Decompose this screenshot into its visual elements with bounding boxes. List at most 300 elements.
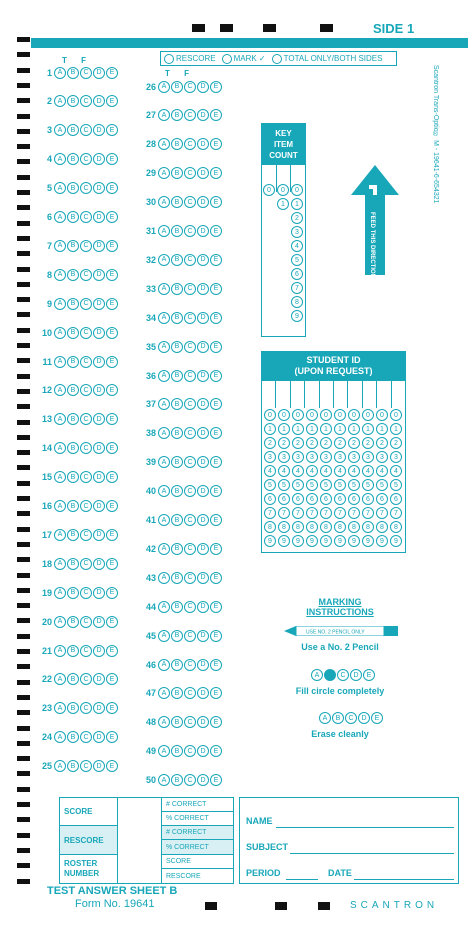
answer-bubble-c[interactable]: C bbox=[80, 471, 92, 483]
answer-bubble-d[interactable]: D bbox=[93, 211, 105, 223]
student-id-bubble[interactable]: 7 bbox=[292, 507, 304, 519]
student-id-bubble[interactable]: 9 bbox=[362, 535, 374, 547]
answer-bubble-c[interactable]: C bbox=[184, 167, 196, 179]
student-id-bubble[interactable]: 3 bbox=[390, 451, 402, 463]
answer-bubble-a[interactable]: A bbox=[158, 543, 170, 555]
student-id-bubble[interactable]: 1 bbox=[278, 423, 290, 435]
student-id-bubble[interactable]: 3 bbox=[292, 451, 304, 463]
student-id-bubble[interactable]: 9 bbox=[306, 535, 318, 547]
answer-bubble-d[interactable]: D bbox=[93, 356, 105, 368]
answer-bubble-d[interactable]: D bbox=[197, 745, 209, 757]
student-id-bubble[interactable]: 2 bbox=[376, 437, 388, 449]
answer-bubble-c[interactable]: C bbox=[184, 485, 196, 497]
answer-bubble-d[interactable]: D bbox=[93, 558, 105, 570]
answer-bubble-e[interactable]: E bbox=[210, 81, 222, 93]
answer-bubble-e[interactable]: E bbox=[106, 673, 118, 685]
answer-bubble-c[interactable]: C bbox=[184, 745, 196, 757]
answer-bubble-c[interactable]: C bbox=[80, 673, 92, 685]
student-id-bubble[interactable]: 1 bbox=[376, 423, 388, 435]
answer-bubble-c[interactable]: C bbox=[184, 456, 196, 468]
answer-bubble-a[interactable]: A bbox=[54, 587, 66, 599]
answer-bubble-a[interactable]: A bbox=[158, 196, 170, 208]
student-id-bubble[interactable]: 7 bbox=[362, 507, 374, 519]
answer-bubble-c[interactable]: C bbox=[184, 398, 196, 410]
key-count-bubble[interactable]: 2 bbox=[291, 212, 303, 224]
answer-bubble-b[interactable]: B bbox=[67, 500, 79, 512]
answer-bubble-c[interactable]: C bbox=[184, 341, 196, 353]
answer-bubble-a[interactable]: A bbox=[54, 529, 66, 541]
student-id-bubble[interactable]: 0 bbox=[264, 409, 276, 421]
answer-bubble-a[interactable]: A bbox=[54, 153, 66, 165]
answer-bubble-c[interactable]: C bbox=[80, 327, 92, 339]
student-id-bubble[interactable]: 5 bbox=[292, 479, 304, 491]
answer-bubble-d[interactable]: D bbox=[93, 413, 105, 425]
student-id-bubble[interactable]: 0 bbox=[362, 409, 374, 421]
student-id-bubble[interactable]: 9 bbox=[348, 535, 360, 547]
answer-bubble-d[interactable]: D bbox=[93, 673, 105, 685]
answer-bubble-e[interactable]: E bbox=[106, 269, 118, 281]
answer-bubble-a[interactable]: A bbox=[158, 630, 170, 642]
answer-bubble-e[interactable]: E bbox=[210, 601, 222, 613]
answer-bubble-b[interactable]: B bbox=[171, 514, 183, 526]
answer-bubble-e[interactable]: E bbox=[106, 442, 118, 454]
answer-bubble-b[interactable]: B bbox=[67, 124, 79, 136]
answer-bubble-d[interactable]: D bbox=[197, 514, 209, 526]
answer-bubble-d[interactable]: D bbox=[197, 572, 209, 584]
answer-bubble-a[interactable]: A bbox=[158, 370, 170, 382]
answer-bubble-a[interactable]: A bbox=[54, 356, 66, 368]
date-field[interactable] bbox=[354, 879, 454, 880]
key-count-bubble[interactable]: 3 bbox=[291, 226, 303, 238]
student-id-bubble[interactable]: 9 bbox=[264, 535, 276, 547]
key-count-bubble[interactable]: 9 bbox=[291, 310, 303, 322]
student-id-bubble[interactable]: 7 bbox=[278, 507, 290, 519]
key-count-bubble[interactable]: 8 bbox=[291, 296, 303, 308]
answer-bubble-e[interactable]: E bbox=[106, 500, 118, 512]
student-id-bubble[interactable]: 6 bbox=[390, 493, 402, 505]
answer-bubble-b[interactable]: B bbox=[171, 81, 183, 93]
key-count-bubble[interactable]: 4 bbox=[291, 240, 303, 252]
answer-bubble-a[interactable]: A bbox=[158, 687, 170, 699]
student-id-bubble[interactable]: 3 bbox=[348, 451, 360, 463]
answer-bubble-d[interactable]: D bbox=[197, 109, 209, 121]
student-id-write-cell[interactable] bbox=[377, 381, 391, 408]
student-id-bubble[interactable]: 5 bbox=[278, 479, 290, 491]
answer-bubble-a[interactable]: A bbox=[54, 558, 66, 570]
answer-bubble-a[interactable]: A bbox=[158, 81, 170, 93]
student-id-write-cell[interactable] bbox=[392, 381, 405, 408]
answer-bubble-d[interactable]: D bbox=[93, 124, 105, 136]
answer-bubble-e[interactable]: E bbox=[210, 398, 222, 410]
answer-bubble-d[interactable]: D bbox=[197, 138, 209, 150]
answer-bubble-e[interactable]: E bbox=[210, 774, 222, 786]
answer-bubble-a[interactable]: A bbox=[54, 182, 66, 194]
answer-bubble-b[interactable]: B bbox=[67, 182, 79, 194]
student-id-bubble[interactable]: 1 bbox=[264, 423, 276, 435]
answer-bubble-d[interactable]: D bbox=[93, 702, 105, 714]
answer-bubble-d[interactable]: D bbox=[197, 456, 209, 468]
answer-bubble-c[interactable]: C bbox=[80, 182, 92, 194]
answer-bubble-d[interactable]: D bbox=[93, 269, 105, 281]
answer-bubble-a[interactable]: A bbox=[54, 702, 66, 714]
student-id-bubble[interactable]: 5 bbox=[264, 479, 276, 491]
student-id-bubble[interactable]: 2 bbox=[306, 437, 318, 449]
answer-bubble-d[interactable]: D bbox=[197, 774, 209, 786]
answer-bubble-b[interactable]: B bbox=[67, 327, 79, 339]
answer-bubble-d[interactable]: D bbox=[197, 370, 209, 382]
answer-bubble-a[interactable]: A bbox=[54, 731, 66, 743]
answer-bubble-a[interactable]: A bbox=[158, 254, 170, 266]
answer-bubble-e[interactable]: E bbox=[210, 109, 222, 121]
answer-bubble-a[interactable]: A bbox=[54, 413, 66, 425]
student-id-bubble[interactable]: 1 bbox=[334, 423, 346, 435]
answer-bubble-c[interactable]: C bbox=[80, 269, 92, 281]
answer-bubble-a[interactable]: A bbox=[54, 616, 66, 628]
student-id-bubble[interactable]: 7 bbox=[390, 507, 402, 519]
subject-field[interactable] bbox=[290, 853, 454, 854]
answer-bubble-b[interactable]: B bbox=[171, 341, 183, 353]
answer-bubble-b[interactable]: B bbox=[171, 601, 183, 613]
answer-bubble-c[interactable]: C bbox=[80, 153, 92, 165]
student-id-bubble[interactable]: 7 bbox=[306, 507, 318, 519]
answer-bubble-e[interactable]: E bbox=[106, 211, 118, 223]
student-id-bubble[interactable]: 9 bbox=[292, 535, 304, 547]
student-id-bubble[interactable]: 3 bbox=[376, 451, 388, 463]
answer-bubble-e[interactable]: E bbox=[106, 529, 118, 541]
answer-bubble-a[interactable]: A bbox=[54, 760, 66, 772]
answer-bubble-b[interactable]: B bbox=[67, 269, 79, 281]
answer-bubble-b[interactable]: B bbox=[171, 456, 183, 468]
student-id-bubble[interactable]: 8 bbox=[334, 521, 346, 533]
answer-bubble-b[interactable]: B bbox=[67, 558, 79, 570]
answer-bubble-d[interactable]: D bbox=[93, 182, 105, 194]
answer-bubble-d[interactable]: D bbox=[197, 601, 209, 613]
answer-bubble-b[interactable]: B bbox=[67, 760, 79, 772]
answer-bubble-d[interactable]: D bbox=[197, 659, 209, 671]
student-id-bubble[interactable]: 8 bbox=[278, 521, 290, 533]
answer-bubble-c[interactable]: C bbox=[80, 442, 92, 454]
answer-bubble-c[interactable]: C bbox=[80, 384, 92, 396]
student-id-bubble[interactable]: 0 bbox=[348, 409, 360, 421]
student-id-bubble[interactable]: 2 bbox=[320, 437, 332, 449]
student-id-bubble[interactable]: 9 bbox=[390, 535, 402, 547]
total-option[interactable]: TOTAL ONLY/BOTH SIDES bbox=[272, 54, 383, 64]
answer-bubble-a[interactable]: A bbox=[158, 138, 170, 150]
student-id-bubble[interactable]: 5 bbox=[348, 479, 360, 491]
student-id-bubble[interactable]: 7 bbox=[334, 507, 346, 519]
answer-bubble-a[interactable]: A bbox=[158, 485, 170, 497]
answer-bubble-a[interactable]: A bbox=[158, 514, 170, 526]
answer-bubble-a[interactable]: A bbox=[54, 673, 66, 685]
key-count-bubble[interactable]: 1 bbox=[277, 198, 289, 210]
answer-bubble-c[interactable]: C bbox=[184, 716, 196, 728]
answer-bubble-e[interactable]: E bbox=[106, 356, 118, 368]
student-id-bubble[interactable]: 8 bbox=[320, 521, 332, 533]
student-id-bubble[interactable]: 3 bbox=[362, 451, 374, 463]
student-id-bubble[interactable]: 6 bbox=[264, 493, 276, 505]
answer-bubble-a[interactable]: A bbox=[158, 398, 170, 410]
answer-bubble-c[interactable]: C bbox=[184, 254, 196, 266]
key-count-bubble[interactable]: 6 bbox=[291, 268, 303, 280]
answer-bubble-b[interactable]: B bbox=[67, 731, 79, 743]
student-id-bubble[interactable]: 8 bbox=[390, 521, 402, 533]
answer-bubble-d[interactable]: D bbox=[93, 384, 105, 396]
student-id-bubble[interactable]: 4 bbox=[278, 465, 290, 477]
answer-bubble-d[interactable]: D bbox=[197, 225, 209, 237]
student-id-bubble[interactable]: 5 bbox=[306, 479, 318, 491]
student-id-bubble[interactable]: 5 bbox=[390, 479, 402, 491]
answer-bubble-a[interactable]: A bbox=[158, 456, 170, 468]
answer-bubble-c[interactable]: C bbox=[184, 514, 196, 526]
answer-bubble-d[interactable]: D bbox=[197, 630, 209, 642]
period-field[interactable] bbox=[286, 879, 318, 880]
student-id-bubble[interactable]: 0 bbox=[376, 409, 388, 421]
answer-bubble-b[interactable]: B bbox=[171, 687, 183, 699]
answer-bubble-d[interactable]: D bbox=[197, 283, 209, 295]
answer-bubble-d[interactable]: D bbox=[93, 67, 105, 79]
answer-bubble-e[interactable]: E bbox=[210, 687, 222, 699]
answer-bubble-e[interactable]: E bbox=[106, 384, 118, 396]
student-id-write-cell[interactable] bbox=[363, 381, 377, 408]
student-id-bubble[interactable]: 8 bbox=[292, 521, 304, 533]
answer-bubble-a[interactable]: A bbox=[158, 167, 170, 179]
answer-bubble-e[interactable]: E bbox=[210, 716, 222, 728]
answer-bubble-d[interactable]: D bbox=[197, 312, 209, 324]
answer-bubble-e[interactable]: E bbox=[106, 327, 118, 339]
key-count-bubble[interactable]: 1 bbox=[291, 198, 303, 210]
answer-bubble-b[interactable]: B bbox=[67, 95, 79, 107]
student-id-bubble[interactable]: 6 bbox=[306, 493, 318, 505]
answer-bubble-c[interactable]: C bbox=[184, 659, 196, 671]
student-id-bubble[interactable]: 6 bbox=[362, 493, 374, 505]
student-id-bubble[interactable]: 5 bbox=[320, 479, 332, 491]
answer-bubble-d[interactable]: D bbox=[93, 500, 105, 512]
answer-bubble-c[interactable]: C bbox=[184, 312, 196, 324]
answer-bubble-a[interactable]: A bbox=[158, 109, 170, 121]
answer-bubble-c[interactable]: C bbox=[80, 702, 92, 714]
answer-bubble-c[interactable]: C bbox=[80, 731, 92, 743]
answer-bubble-a[interactable]: A bbox=[54, 327, 66, 339]
answer-bubble-a[interactable]: A bbox=[54, 240, 66, 252]
answer-bubble-c[interactable]: C bbox=[184, 225, 196, 237]
student-id-bubble[interactable]: 1 bbox=[292, 423, 304, 435]
answer-bubble-c[interactable]: C bbox=[80, 211, 92, 223]
answer-bubble-b[interactable]: B bbox=[67, 529, 79, 541]
answer-bubble-e[interactable]: E bbox=[210, 572, 222, 584]
answer-bubble-c[interactable]: C bbox=[184, 427, 196, 439]
answer-bubble-c[interactable]: C bbox=[184, 687, 196, 699]
student-id-bubble[interactable]: 9 bbox=[320, 535, 332, 547]
answer-bubble-e[interactable]: E bbox=[106, 182, 118, 194]
answer-bubble-c[interactable]: C bbox=[80, 500, 92, 512]
key-count-bubble[interactable]: 0 bbox=[263, 184, 275, 196]
answer-bubble-b[interactable]: B bbox=[67, 587, 79, 599]
answer-bubble-b[interactable]: B bbox=[67, 471, 79, 483]
student-id-bubble[interactable]: 2 bbox=[264, 437, 276, 449]
answer-bubble-c[interactable]: C bbox=[80, 587, 92, 599]
answer-bubble-d[interactable]: D bbox=[197, 398, 209, 410]
answer-bubble-d[interactable]: D bbox=[197, 196, 209, 208]
answer-bubble-d[interactable]: D bbox=[93, 471, 105, 483]
answer-bubble-a[interactable]: A bbox=[54, 67, 66, 79]
answer-bubble-b[interactable]: B bbox=[67, 413, 79, 425]
student-id-bubble[interactable]: 4 bbox=[348, 465, 360, 477]
student-id-bubble[interactable]: 6 bbox=[348, 493, 360, 505]
answer-bubble-c[interactable]: C bbox=[80, 529, 92, 541]
student-id-bubble[interactable]: 6 bbox=[334, 493, 346, 505]
student-id-bubble[interactable]: 6 bbox=[278, 493, 290, 505]
student-id-bubble[interactable]: 3 bbox=[306, 451, 318, 463]
student-id-write-cell[interactable] bbox=[334, 381, 348, 408]
answer-bubble-d[interactable]: D bbox=[197, 687, 209, 699]
student-id-bubble[interactable]: 7 bbox=[348, 507, 360, 519]
answer-bubble-e[interactable]: E bbox=[106, 645, 118, 657]
answer-bubble-b[interactable]: B bbox=[67, 384, 79, 396]
student-id-bubble[interactable]: 7 bbox=[376, 507, 388, 519]
student-id-bubble[interactable]: 2 bbox=[292, 437, 304, 449]
answer-bubble-b[interactable]: B bbox=[171, 774, 183, 786]
answer-bubble-e[interactable]: E bbox=[210, 370, 222, 382]
student-id-bubble[interactable]: 2 bbox=[278, 437, 290, 449]
answer-bubble-b[interactable]: B bbox=[171, 427, 183, 439]
student-id-bubble[interactable]: 9 bbox=[376, 535, 388, 547]
answer-bubble-a[interactable]: A bbox=[158, 341, 170, 353]
answer-bubble-c[interactable]: C bbox=[184, 572, 196, 584]
student-id-bubble[interactable]: 6 bbox=[320, 493, 332, 505]
answer-bubble-e[interactable]: E bbox=[210, 196, 222, 208]
answer-bubble-e[interactable]: E bbox=[106, 124, 118, 136]
answer-bubble-d[interactable]: D bbox=[93, 95, 105, 107]
student-id-write-cell[interactable] bbox=[348, 381, 362, 408]
answer-bubble-b[interactable]: B bbox=[67, 702, 79, 714]
answer-bubble-a[interactable]: A bbox=[54, 645, 66, 657]
answer-bubble-e[interactable]: E bbox=[210, 485, 222, 497]
answer-bubble-b[interactable]: B bbox=[171, 572, 183, 584]
answer-bubble-b[interactable]: B bbox=[171, 543, 183, 555]
answer-bubble-d[interactable]: D bbox=[93, 298, 105, 310]
answer-bubble-e[interactable]: E bbox=[210, 514, 222, 526]
answer-bubble-e[interactable]: E bbox=[210, 341, 222, 353]
student-id-bubble[interactable]: 0 bbox=[390, 409, 402, 421]
student-id-bubble[interactable]: 2 bbox=[362, 437, 374, 449]
student-id-bubble[interactable]: 8 bbox=[264, 521, 276, 533]
student-id-bubble[interactable]: 6 bbox=[376, 493, 388, 505]
answer-bubble-d[interactable]: D bbox=[93, 529, 105, 541]
answer-bubble-b[interactable]: B bbox=[171, 312, 183, 324]
student-id-bubble[interactable]: 8 bbox=[362, 521, 374, 533]
answer-bubble-a[interactable]: A bbox=[54, 124, 66, 136]
student-id-bubble[interactable]: 0 bbox=[292, 409, 304, 421]
answer-bubble-b[interactable]: B bbox=[67, 298, 79, 310]
student-id-bubble[interactable]: 0 bbox=[320, 409, 332, 421]
answer-bubble-b[interactable]: B bbox=[171, 196, 183, 208]
answer-bubble-e[interactable]: E bbox=[106, 731, 118, 743]
answer-bubble-b[interactable]: B bbox=[67, 67, 79, 79]
answer-bubble-a[interactable]: A bbox=[158, 716, 170, 728]
answer-bubble-d[interactable]: D bbox=[93, 731, 105, 743]
answer-bubble-c[interactable]: C bbox=[80, 413, 92, 425]
answer-bubble-e[interactable]: E bbox=[210, 630, 222, 642]
answer-bubble-c[interactable]: C bbox=[80, 67, 92, 79]
student-id-bubble[interactable]: 1 bbox=[306, 423, 318, 435]
answer-bubble-e[interactable]: E bbox=[106, 558, 118, 570]
answer-bubble-b[interactable]: B bbox=[171, 225, 183, 237]
student-id-bubble[interactable]: 0 bbox=[334, 409, 346, 421]
student-id-bubble[interactable]: 8 bbox=[306, 521, 318, 533]
answer-bubble-a[interactable]: A bbox=[158, 659, 170, 671]
answer-bubble-d[interactable]: D bbox=[93, 327, 105, 339]
answer-bubble-c[interactable]: C bbox=[184, 81, 196, 93]
answer-bubble-b[interactable]: B bbox=[171, 138, 183, 150]
answer-bubble-a[interactable]: A bbox=[54, 211, 66, 223]
answer-bubble-c[interactable]: C bbox=[80, 558, 92, 570]
answer-bubble-c[interactable]: C bbox=[184, 601, 196, 613]
answer-bubble-a[interactable]: A bbox=[158, 774, 170, 786]
answer-bubble-b[interactable]: B bbox=[67, 645, 79, 657]
answer-bubble-b[interactable]: B bbox=[171, 109, 183, 121]
student-id-bubble[interactable]: 4 bbox=[292, 465, 304, 477]
answer-bubble-d[interactable]: D bbox=[197, 81, 209, 93]
student-id-bubble[interactable]: 4 bbox=[390, 465, 402, 477]
answer-bubble-b[interactable]: B bbox=[171, 370, 183, 382]
student-id-bubble[interactable]: 9 bbox=[334, 535, 346, 547]
answer-bubble-a[interactable]: A bbox=[158, 572, 170, 584]
student-id-bubble[interactable]: 9 bbox=[278, 535, 290, 547]
answer-bubble-d[interactable]: D bbox=[93, 240, 105, 252]
student-id-bubble[interactable]: 6 bbox=[292, 493, 304, 505]
answer-bubble-d[interactable]: D bbox=[93, 442, 105, 454]
student-id-bubble[interactable]: 4 bbox=[362, 465, 374, 477]
key-count-bubble[interactable]: 0 bbox=[291, 184, 303, 196]
answer-bubble-e[interactable]: E bbox=[210, 456, 222, 468]
answer-bubble-d[interactable]: D bbox=[197, 427, 209, 439]
answer-bubble-e[interactable]: E bbox=[210, 225, 222, 237]
answer-bubble-c[interactable]: C bbox=[80, 356, 92, 368]
answer-bubble-a[interactable]: A bbox=[54, 471, 66, 483]
answer-bubble-b[interactable]: B bbox=[171, 398, 183, 410]
answer-bubble-c[interactable]: C bbox=[184, 370, 196, 382]
answer-bubble-a[interactable]: A bbox=[158, 312, 170, 324]
answer-bubble-a[interactable]: A bbox=[158, 283, 170, 295]
answer-bubble-e[interactable]: E bbox=[210, 543, 222, 555]
answer-bubble-e[interactable]: E bbox=[106, 702, 118, 714]
answer-bubble-e[interactable]: E bbox=[106, 616, 118, 628]
answer-bubble-c[interactable]: C bbox=[184, 630, 196, 642]
answer-bubble-e[interactable]: E bbox=[210, 659, 222, 671]
student-id-bubble[interactable]: 1 bbox=[320, 423, 332, 435]
answer-bubble-d[interactable]: D bbox=[197, 254, 209, 266]
answer-bubble-b[interactable]: B bbox=[67, 356, 79, 368]
answer-bubble-b[interactable]: B bbox=[67, 616, 79, 628]
answer-bubble-c[interactable]: C bbox=[80, 760, 92, 772]
answer-bubble-b[interactable]: B bbox=[67, 153, 79, 165]
student-id-bubble[interactable]: 1 bbox=[348, 423, 360, 435]
answer-bubble-d[interactable]: D bbox=[93, 587, 105, 599]
answer-bubble-b[interactable]: B bbox=[67, 211, 79, 223]
answer-bubble-c[interactable]: C bbox=[184, 283, 196, 295]
answer-bubble-b[interactable]: B bbox=[171, 745, 183, 757]
answer-bubble-e[interactable]: E bbox=[210, 283, 222, 295]
answer-bubble-b[interactable]: B bbox=[171, 659, 183, 671]
answer-bubble-e[interactable]: E bbox=[210, 312, 222, 324]
student-id-bubble[interactable]: 4 bbox=[376, 465, 388, 477]
student-id-bubble[interactable]: 2 bbox=[390, 437, 402, 449]
answer-bubble-c[interactable]: C bbox=[184, 543, 196, 555]
mark-option[interactable]: MARK ✓ bbox=[222, 54, 266, 64]
answer-bubble-c[interactable]: C bbox=[80, 298, 92, 310]
answer-bubble-c[interactable]: C bbox=[184, 774, 196, 786]
answer-bubble-e[interactable]: E bbox=[210, 745, 222, 757]
